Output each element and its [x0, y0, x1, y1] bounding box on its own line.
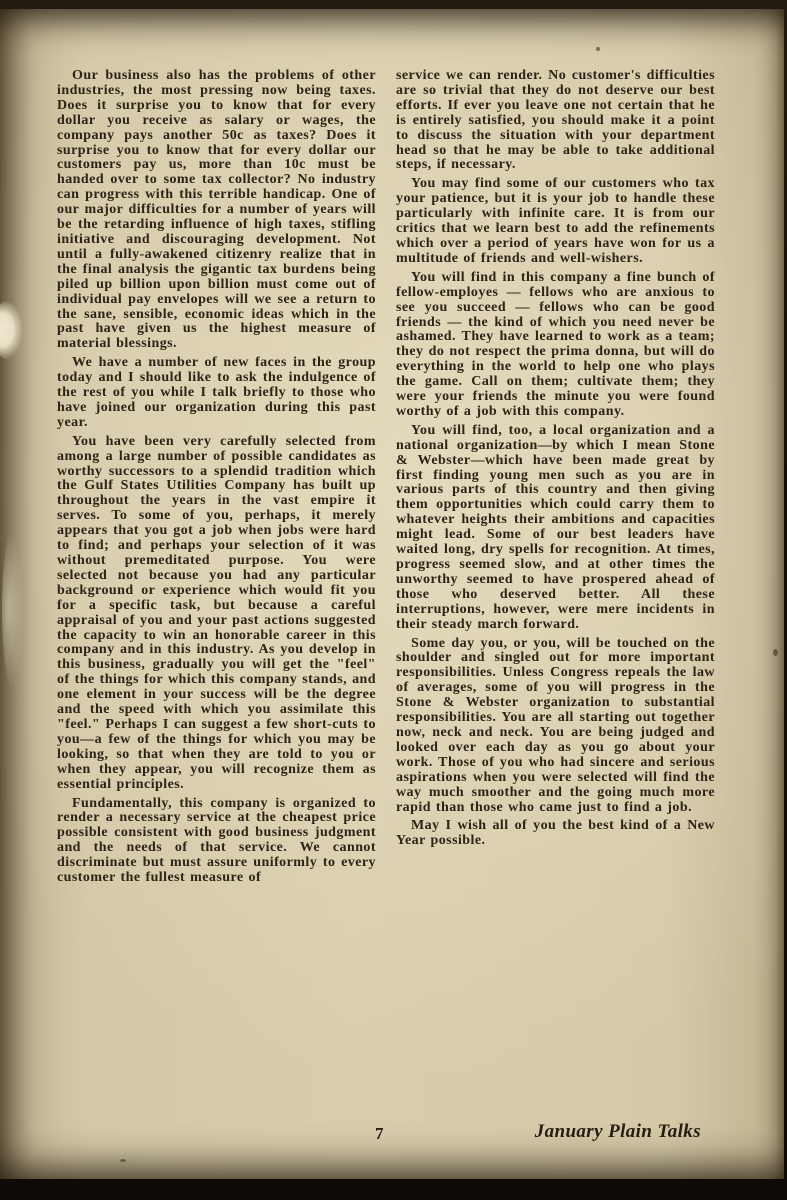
paragraph: Our business also has the problems of other industries, the most pressing now being taxes. Does it surprise you to know that for every dollar you receive as salary or wages, the company pays another 50c as taxes? Does it surprise you to know that for every dollar our customers pay us, more than 10c must be handed over to some tax collector? No industry can progress with this terrible handicap. One of our major difficulties for a number of years will be the retarding influence of high taxes, stifling initiative and discouraging development. Not until a fully-awakened citizenry realize that in the final analysis the gigantic tax burdens being piled up billion upon billion must come out of individual pay envelopes will we see a return to the sane, sensible, economic ideas which in the past have given us the highest measure of material blessings.	[57, 68, 376, 352]
paper-sheet	[0, 9, 784, 1179]
paper-speck	[596, 47, 600, 51]
paragraph: May I wish all of you the best kind of a New Year possible.	[396, 818, 715, 849]
paragraph: You may find some of our customers who tax your patience, but it is your job to handle these particularly with infinite care. It is from our critics that we learn best to add the refinements which over a period of years have won for us a multitude of friends and well-wishers.	[396, 176, 715, 266]
paper-stain	[0, 301, 22, 359]
paragraph: You will find, too, a local organization and a national organization—by which I mean Stone & Webster—which have been made great by first finding young men such as you are in various parts of this country and then giving them opportunities which could carry them to whatever heights their ambitions and capacities might lead. Some of our best leaders have waited long, dry spells for recognition. At times, progress seemed slow, and at other times the unworthy seemed to have prospered ahead of those who deserved better. All these interruptions, however, were mere incidents in their steady march forward.	[396, 422, 715, 632]
paragraph: service we can render. No customer's difficulties are so trivial that they do not deserve our best efforts. If ever you leave one not certain that he is entirely satisfied, you should make it a point to discuss the situation with your department head so that he may be able to take additional steps, if necessary.	[396, 68, 715, 173]
page-number: 7	[375, 1124, 384, 1143]
paper-speck	[773, 649, 778, 656]
paragraph: Some day you, or you, will be touched on the shoulder and singled out for more important responsibilities. Unless Congress repeals the law of averages, some of you will progress in the Stone & Webster organization to substantial responsibilities. You are all starting out together now, neck and neck. You are being judged and looked over each day as you go about your work. Those of you who had sincere and serious aspirations when you were selected will find the way much smoother and the going much more rapid than those who came just to find a job.	[396, 635, 715, 815]
paragraph: We have a number of new faces in the group today and I should like to ask the indulgence of the rest of you while I talk briefly to those who have joined our organization during this past year.	[57, 355, 376, 430]
right-column	[396, 69, 715, 890]
paper-stain	[2, 529, 24, 689]
paragraph: Fundamentally, this company is organized to render a necessary service at the cheapest price possible consistent with good business judgment and the needs of that service. We cannot discriminate but must assure uniformly to every customer the fullest measure of	[57, 795, 376, 886]
publication-title: January Plain Talks	[534, 1121, 701, 1142]
article-body	[57, 69, 715, 890]
page-footer	[57, 1121, 715, 1147]
left-column	[57, 69, 376, 890]
paper-speck	[120, 1159, 126, 1162]
paragraph: You have been very carefully selected from among a large number of possible candidates as worthy successors to a splendid tradition which the Gulf States Utilities Company has built up throughout the years in the vast empire it serves. To some of you, perhaps, it merely appears that you got a job when jobs were hard to find; and perhaps your selection of it was without premeditated purpose. You were selected not because you had any particular background or experience which would fit you for a specific task, but because a careful appraisal of you and your past actions suggested the capacity to win an honorable career in this company and in this industry. As you develop in this business, gradually you will get the "feel" of the things for which this company stands, and one element in your success will be the degree and the speed with which you assimilate this "feel." Perhaps I can suggest a few short-cuts to you—a few of the things for which you may be looking, so that when they are told to you or when they appear, you will recognize them as essential principles.	[57, 433, 376, 792]
paragraph: You will find in this company a fine bunch of fellow-employes — fellows who are anxious to see you succeed — fellows who can be good friends — the kind of which you need never be ashamed. They have learned to work as a team; they do not respect the prima donna, but will do everything in the world to help one who plays the game. Call on them; cultivate them; they were your friends the minute you were found worthy of a job with this company.	[396, 269, 715, 419]
